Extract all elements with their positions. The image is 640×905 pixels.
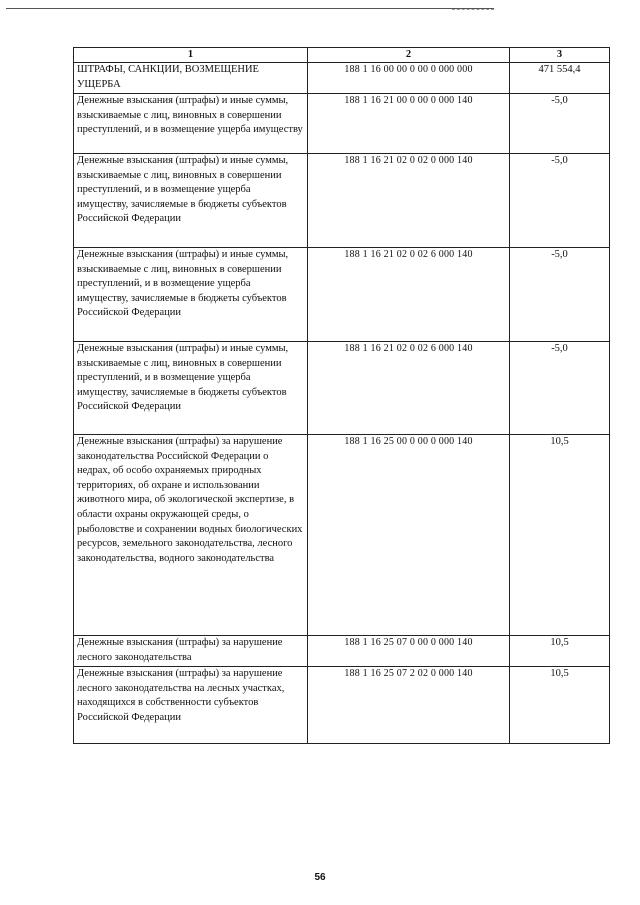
revenue-table (73, 47, 610, 744)
top-rule (6, 8, 494, 9)
row-name: ШТРАФЫ, САНКЦИИ, ВОЗМЕЩЕНИЕ УЩЕРБА (74, 63, 308, 94)
table-row (74, 248, 610, 342)
row-value: 10,5 (510, 667, 610, 744)
row-value: -5,0 (510, 342, 610, 435)
table-row (74, 154, 610, 248)
row-code: 188 1 16 21 02 0 02 0 000 140 (308, 154, 510, 248)
row-value: 471 554,4 (510, 63, 610, 94)
row-value: -5,0 (510, 154, 610, 248)
row-code: 188 1 16 25 07 2 02 0 000 140 (308, 667, 510, 744)
table-row (74, 63, 610, 94)
row-code: 188 1 16 00 00 0 00 0 000 000 (308, 63, 510, 94)
row-name: Денежные взыскания (штрафы) и иные суммы, взыскиваемые с лиц, виновных в совершении преступлений, и в возмещение ущерба имуществу, зачисляемые в бюджеты субъектов Российской Федерации (74, 342, 308, 435)
row-value: -5,0 (510, 248, 610, 342)
row-code: 188 1 16 25 00 0 00 0 000 140 (308, 435, 510, 636)
row-value: -5,0 (510, 94, 610, 154)
row-value: 10,5 (510, 435, 610, 636)
row-name: Денежные взыскания (штрафы) и иные суммы, взыскиваемые с лиц, виновных в совершении преступлений, и в возмещение ущерба имуществу, зачисляемые в бюджеты субъектов Российской Федерации (74, 154, 308, 248)
table-row (74, 636, 610, 667)
table-row (74, 667, 610, 744)
row-name: Денежные взыскания (штрафы) и иные суммы, взыскиваемые с лиц, виновных в совершении преступлений, и в возмещение ущерба имуществу, зачисляемые в бюджеты субъектов Российской Федерации (74, 248, 308, 342)
row-code: 188 1 16 25 07 0 00 0 000 140 (308, 636, 510, 667)
row-value: 10,5 (510, 636, 610, 667)
row-code: 188 1 16 21 02 0 02 6 000 140 (308, 248, 510, 342)
row-name: Денежные взыскания (штрафы) за нарушение лесного законодательства (74, 636, 308, 667)
row-code: 188 1 16 21 00 0 00 0 000 140 (308, 94, 510, 154)
top-rule-dash (452, 9, 494, 10)
header-row (74, 48, 610, 63)
row-name: Денежные взыскания (штрафы) за нарушение законодательства Российской Федерации о недрах, об особо охраняемых природных территориях, об охране и использовании животного мира, об экологической экспертизе, в области охраны окружающей среды, о рыболовстве и сохранении водных биологических ресурсов, земельного законодательства, лесного законодательства, водного законодательства (74, 435, 308, 636)
table-row (74, 94, 610, 154)
row-name: Денежные взыскания (штрафы) за нарушение лесного законодательства на лесных участках, находящихся в собственности субъектов Российской Федерации (74, 667, 308, 744)
table-row (74, 435, 610, 636)
row-code: 188 1 16 21 02 0 02 6 000 140 (308, 342, 510, 435)
header-col-2: 2 (308, 48, 510, 63)
header-col-3: 3 (510, 48, 610, 63)
header-col-1: 1 (74, 48, 308, 63)
table-row (74, 342, 610, 435)
row-name: Денежные взыскания (штрафы) и иные суммы, взыскиваемые с лиц, виновных в совершении преступлений, и в возмещение ущерба имуществу (74, 94, 308, 154)
page-number: 56 (314, 872, 326, 883)
